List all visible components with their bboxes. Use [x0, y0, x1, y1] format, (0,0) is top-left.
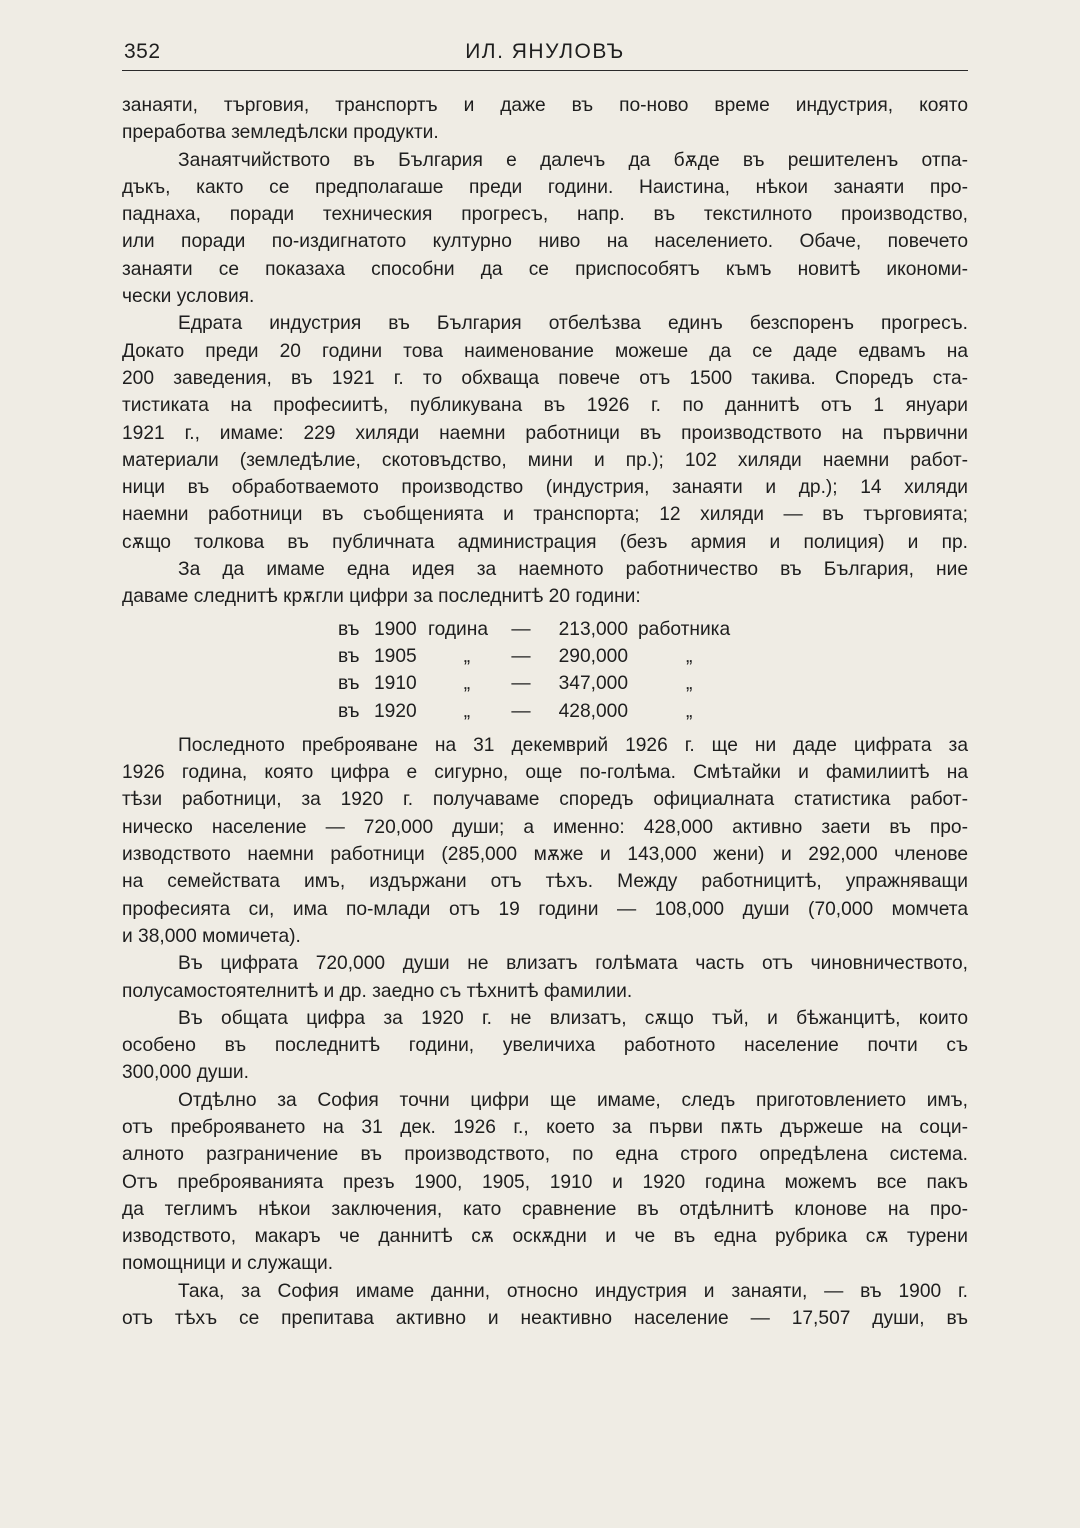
- text-line: изводството, макаръ че даннитѣ сѫ оскѫдни и че въ една рубрика сѫ турени: [122, 1226, 968, 1248]
- paragraph: [122, 338, 968, 365]
- paragraph: [122, 174, 968, 201]
- table-cell: —: [511, 618, 531, 640]
- text-line: материали (земледѣлие, скотовъдство, мини и пр.); 102 хиляди наемни работ-: [122, 449, 968, 471]
- paragraph: [122, 759, 968, 786]
- text-line: Занаятчийството въ България е далечъ да бѫде въ решителенъ отпа-: [178, 149, 968, 171]
- table-cell: „: [686, 645, 693, 667]
- text-line: Така, за София имаме данни, относно индустрия и занаяти, — въ 1900 г.: [178, 1280, 968, 1302]
- text-line: 300,000 души.: [122, 1062, 249, 1084]
- text-line: на семействата имъ, издържани отъ тѣхъ. Между работницитѣ, упражняващи: [122, 871, 968, 893]
- text-line: 200 заведения, въ 1921 г. то обхваща повече отъ 1500 такива. Споредъ ста-: [122, 367, 968, 389]
- table-cell: 213,000: [558, 618, 628, 640]
- paragraph: [122, 1223, 968, 1250]
- paragraph: [122, 978, 968, 1005]
- table-cell: 1905: [374, 645, 417, 667]
- table-cell: въ: [338, 700, 360, 722]
- paragraph: [122, 1005, 968, 1032]
- paragraph: [122, 841, 968, 868]
- paragraph: [122, 1141, 968, 1168]
- text-line: професията си, има по-млади отъ 19 години — 108,000 души (70,000 момчета: [122, 898, 968, 920]
- body-text: [122, 92, 968, 1332]
- paragraph: [122, 1032, 968, 1059]
- text-line: изводството наемни работници (285,000 мѫже и 143,000 жени) и 292,000 членове: [122, 844, 968, 866]
- text-line: полусамостоятелнитѣ и др. заедно съ тѣхнитѣ фамилии.: [122, 980, 633, 1002]
- text-line: Отдѣлно за София точни цифри ще имаме, следъ приготовлението имъ,: [178, 1089, 968, 1111]
- paragraph: [122, 1087, 968, 1114]
- table-cell: 1920: [374, 700, 417, 722]
- text-line: дъкъ, както се предполагаше преди години. Наистина, нѣкои занаяти про-: [122, 176, 968, 198]
- paragraph: [122, 1059, 968, 1086]
- table-cell: работника: [638, 618, 731, 640]
- paragraph: [122, 310, 968, 337]
- paragraph: [122, 474, 968, 501]
- table-cell: 1900: [374, 618, 417, 640]
- text-line: помощници и служащи.: [122, 1253, 334, 1275]
- text-line: Въ общата цифра за 1920 г. не влизатъ, сѫщо тъй, и бѣжанцитѣ, които: [178, 1007, 968, 1029]
- text-line: 1921 г., имаме: 229 хиляди наемни работници въ производството на първични: [122, 422, 968, 444]
- paragraph: [122, 228, 968, 255]
- workers-table: [338, 616, 730, 725]
- table-cell: „: [463, 645, 471, 667]
- text-line: да теглимъ нѣкои заключения, като сравнение въ отдѣлнитѣ клонове на про-: [122, 1198, 968, 1220]
- paragraph: [122, 256, 968, 283]
- text-line: преработва земледѣлски продукти.: [122, 122, 439, 144]
- paragraph: [122, 583, 968, 610]
- paragraph: [122, 923, 968, 950]
- text-line: отъ тѣхъ се препитава активно и неактивно население — 17,507 души, въ: [122, 1308, 968, 1330]
- page-header: [122, 36, 968, 71]
- table-cell: „: [463, 700, 471, 722]
- text-line: и 38,000 момичета).: [122, 925, 301, 947]
- page-number: 352: [124, 40, 161, 63]
- paragraph: [122, 1196, 968, 1223]
- text-line: даваме следнитѣ крѫгли цифри за последнитѣ 20 години:: [122, 586, 641, 608]
- paragraph: [122, 529, 968, 556]
- table-cell: „: [686, 700, 693, 722]
- table-cell: въ: [338, 673, 360, 695]
- text-line: занаяти, търговия, транспортъ и даже въ по-ново време индустрия, която: [122, 95, 968, 116]
- paragraph: [122, 896, 968, 923]
- text-line: отъ преброяването на 31 дек. 1926 г., което за първи пѫть държеше на соци-: [122, 1116, 968, 1138]
- table-cell: —: [511, 673, 531, 695]
- text-line: ници въ обработваемото производство (индустрия, занаяти и др.); 14 хиляди: [122, 477, 968, 499]
- paragraph: [122, 1305, 968, 1332]
- text-line: Докато преди 20 години това наименование можеше да се даде едвамъ на: [122, 340, 968, 362]
- paragraph: [122, 786, 968, 813]
- table-cell: —: [511, 700, 531, 722]
- paragraph: [122, 1169, 968, 1196]
- text-line: тистиката на професиитѣ, публикувана въ 1926 г. по даннитѣ отъ 1 януари: [122, 395, 968, 417]
- text-line: или поради по-издигнатото културно ниво на населението. Обаче, повечето: [122, 231, 968, 253]
- paragraph: [122, 420, 968, 447]
- text-line: Едрата индустрия въ България отбелѣзва единъ безспоренъ прогресъ.: [178, 313, 968, 335]
- table-cell: 428,000: [558, 700, 628, 722]
- paragraph: [122, 732, 968, 759]
- text-line: Въ цифрата 720,000 души не влизатъ голѣмата часть отъ чиновничеството,: [178, 953, 968, 975]
- paragraph: [122, 147, 968, 174]
- text-line: За да имаме една идея за наемното работничество въ България, ние: [178, 559, 968, 581]
- text-line: чески условия.: [122, 286, 255, 308]
- paragraph: [122, 119, 968, 146]
- table-cell: въ: [338, 618, 360, 640]
- table-cell: —: [511, 645, 531, 667]
- paragraph: [122, 392, 968, 419]
- text-line: Отъ преброяванията презъ 1900, 1905, 1910 и 1920 година можемъ все пакъ: [122, 1171, 968, 1193]
- text-line: наемни работници въ съобщенията и транспорта; 12 хиляди — въ търговията;: [122, 504, 968, 526]
- text-line: 1926 година, която цифра е сигурно, още по-голѣма. Смѣтайки и фамилиитѣ на: [122, 762, 968, 784]
- text-line: особено въ последнитѣ години, увеличиха работното население почти съ: [122, 1035, 968, 1057]
- table-cell: 1910: [374, 673, 417, 695]
- text-line: ническо население — 720,000 души; а именно: 428,000 активно заети въ про-: [122, 816, 968, 838]
- paragraph: [122, 283, 968, 310]
- paragraph: [122, 501, 968, 528]
- text-line: паднаха, поради техническия прогресъ, напр. въ текстилното производство,: [122, 204, 968, 226]
- running-head: ИЛ. ЯНУЛОВЪ: [465, 40, 625, 63]
- table-cell: „: [686, 673, 693, 695]
- table-row: [338, 643, 730, 670]
- text-line: Последното преброяване на 31 декемврий 1926 г. ще ни даде цифрата за: [178, 734, 968, 756]
- table-cell: въ: [338, 645, 360, 667]
- text-line: занаяти се показаха способни да се приспособятъ къмъ новитѣ икономи-: [122, 258, 968, 280]
- text-line: тѣзи работници, за 1920 г. получаваме споредъ официалната статистика работ-: [122, 789, 968, 811]
- paragraph: [122, 1278, 968, 1305]
- paragraph: [122, 447, 968, 474]
- table-row: [338, 616, 730, 643]
- table-cell: „: [463, 673, 471, 695]
- paragraph: [122, 868, 968, 895]
- table-cell: година: [428, 618, 489, 640]
- text-line: алното разграничение въ производството, по една строго опредѣлена система.: [122, 1144, 968, 1166]
- table-row: [338, 670, 730, 697]
- paragraph: [122, 814, 968, 841]
- paragraph: [122, 92, 968, 119]
- text-line: сѫщо толкова въ публичната администрация (безъ армия и полиция) и пр.: [122, 531, 968, 553]
- table-row: [338, 698, 730, 725]
- table-cell: 290,000: [558, 645, 628, 667]
- paragraph: [122, 1250, 968, 1277]
- paragraph: [122, 556, 968, 583]
- paragraph: [122, 365, 968, 392]
- paragraph: [122, 950, 968, 977]
- table-cell: 347,000: [558, 673, 628, 695]
- paragraph: [122, 201, 968, 228]
- paragraph: [122, 1114, 968, 1141]
